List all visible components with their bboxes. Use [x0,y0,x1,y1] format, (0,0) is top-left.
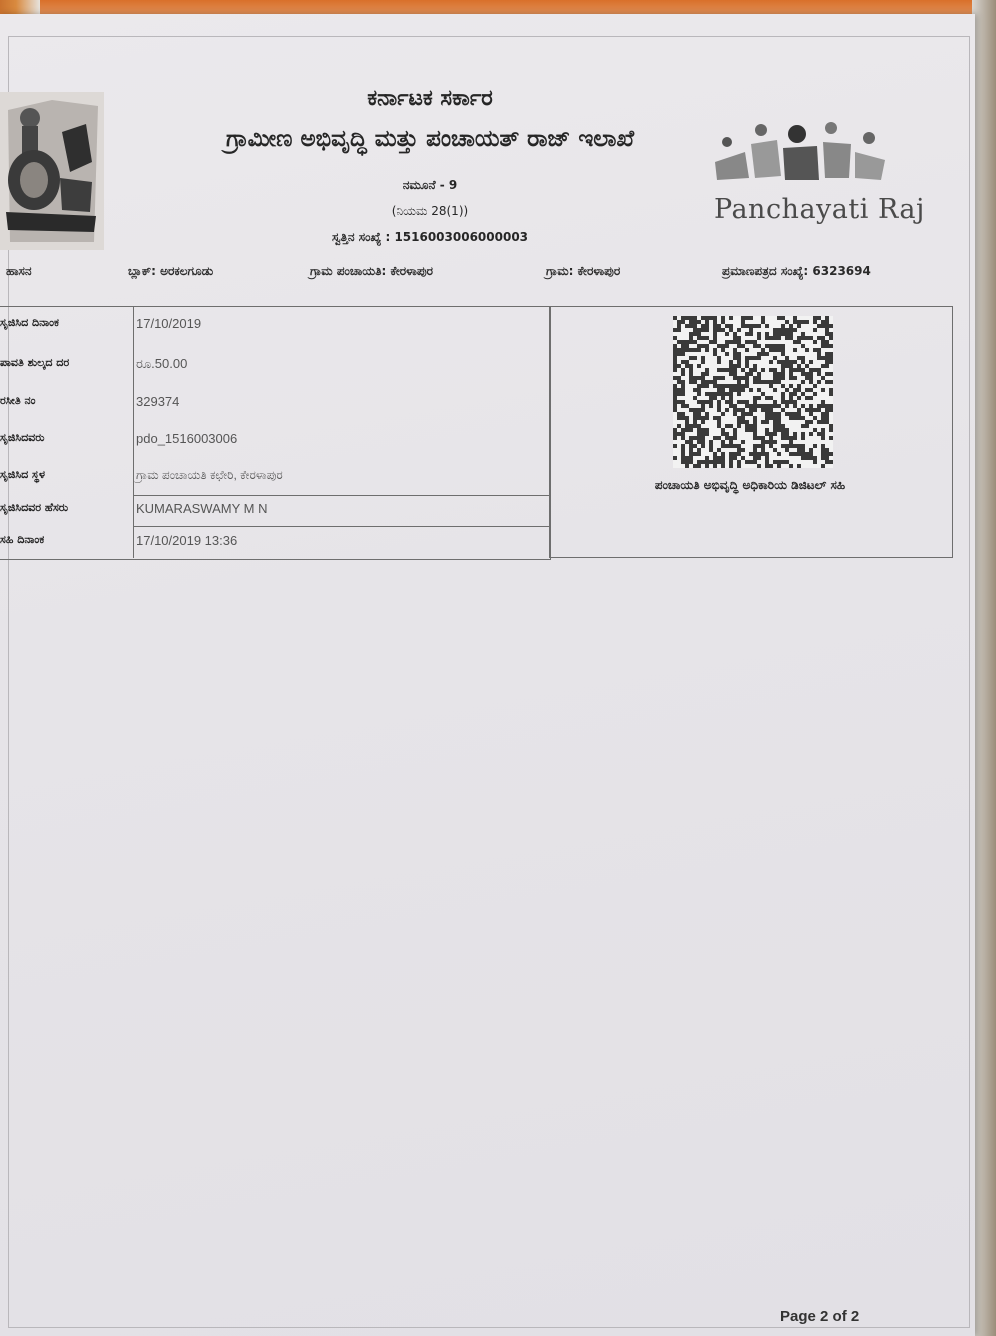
details-table [0,306,551,560]
certificate-number: ಪ್ರಮಾಣಪತ್ರದ ಸಂಖ್ಯೆ: 6323694 [722,264,871,278]
state-government-title: ಕರ್ನಾಟಕ ಸರ್ಕಾರ [367,86,493,111]
table-row-label: ಸೃಜಿಸಿದವರ ಹೆಸರು [0,501,69,514]
qr-code-icon [673,316,833,468]
department-title: ಗ್ರಾಮೀಣ ಅಭಿವೃದ್ಧಿ ಮತ್ತು ಪಂಚಾಯತ್ ರಾಜ್ ಇಲಾಖೆ [226,126,634,152]
table-row-label: ಸೃಜಿಸಿದ ದಿನಾಂಕ [0,316,59,329]
table-row-label: ಸೃಜಿಸಿದವರು [0,431,45,444]
table-row-value: 17/10/2019 [136,316,202,331]
table-row-label: ಸೃಜಿಸಿದ ಸ್ಥಳ [0,468,45,481]
rule-reference: (ನಿಯಮ 28(1)) [391,204,469,218]
property-number-label: ಸ್ವತ್ತಿನ ಸಂಖ್ಯೆ [331,230,382,244]
table-row-label: ಸಹಿ ದಿನಾಂಕ [0,533,45,546]
gram-panchayat: ಗ್ರಾಮ ಪಂಚಾಯತಿ: ಕೇರಳಾಪುರ [310,264,434,278]
property-number: ಸ್ವತ್ತಿನ ಸಂಖ್ಯೆ : 1516003006000003 [331,230,529,244]
table-row-value: 329374 [136,394,180,409]
village: ಗ್ರಾಮ: ಕೇರಳಾಪುರ [546,264,621,278]
table-row-value: 17/10/2019 13:36 [136,533,238,548]
table-row-value: KUMARASWAMY M N [136,501,268,516]
table-column-divider [133,306,134,558]
district: ಹಾಸನ [6,264,32,278]
table-row-label: ಪಾವತಿ ಶುಲ್ಕದ ದರ [0,356,70,369]
table-row-divider [133,495,549,496]
document-page [0,14,975,1336]
table-row-value: ರೂ.50.00 [136,356,188,371]
table-row-value: ಗ್ರಾಮ ಪಂಚಾಯತಿ ಕಛೇರಿ, ಕೇರಳಾಪುರ [136,468,283,482]
form-number: ನಮೂನೆ - 9 [402,178,458,192]
digital-signature-caption: ಪಂಚಾಯತಿ ಅಭಿವೃದ್ಧಿ ಅಧಿಕಾರಿಯ ಡಿಜಿಟಲ್ ಸಹಿ [654,478,846,492]
karnataka-emblem-icon [0,92,104,250]
background-page-stack [972,0,996,1336]
table-row-divider [133,526,549,527]
table-row-value: pdo_1516003006 [136,431,238,446]
panchayati-raj-logo-text: Panchayati Raj [714,194,925,225]
page-number: Page 2 of 2 [780,1308,860,1325]
table-row-label: ರಸೀತಿ ನಂ [0,394,36,407]
property-number-value: 1516003006000003 [394,230,529,244]
taluk: ಬ್ಲಾಕ್: ಅರಕಲಗೂಡು [128,264,214,278]
